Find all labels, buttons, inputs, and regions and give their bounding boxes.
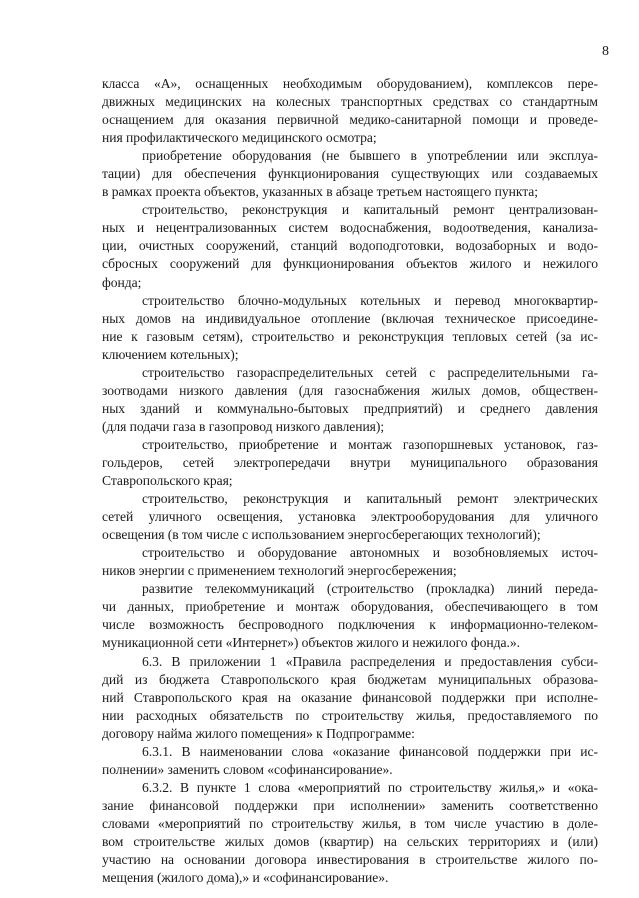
text-line: строительство блочно-модульных котельных и перевод многоквартир- [142, 292, 598, 308]
text-line: ников энергии с применением технологий энергосбережения; [102, 563, 457, 579]
paragraph [102, 364, 598, 436]
text-line: Ставропольского края; [102, 473, 233, 489]
text-line: мещения (жилого дома),» и «софинансирование». [102, 870, 389, 886]
text-line: в рамках проекта объектов, указанных в абзаце третьем настоящего пункта; [102, 184, 538, 200]
text-line: класса «А», оснащенных необходимым оборудованием), комплексов пере- [102, 76, 598, 91]
text-line: ключением котельных); [102, 346, 239, 362]
text-line: освещения (в том числе с использованием энергосберегающих технологий); [102, 527, 541, 543]
text-line: договору найма жилого помещения» к Подпрограмме: [102, 725, 415, 741]
text-line: ний Ставропольского края на оказание финансовой поддержки при исполне- [102, 689, 598, 705]
text-line: 6.3.1. В наименовании слова «оказание финансовой поддержки при ис- [142, 743, 598, 759]
paragraph [102, 490, 598, 544]
text-line: сетей уличного освещения, установка электрооборудования для уличного [102, 509, 598, 525]
text-line: ных зданий и коммунально-бытовых предприятий) и среднего давления [102, 400, 598, 416]
text-line: фонда; [102, 274, 142, 290]
text-line: строительство, приобретение и монтаж газопоршневых установок, газ- [142, 436, 598, 452]
text-line: словами «мероприятий по строительству жилья, в том числе участию в доле- [102, 815, 598, 831]
paragraph [102, 743, 598, 779]
paragraph [102, 75, 598, 147]
text-line: ния профилактического медицинского осмотра; [102, 130, 377, 146]
text-line: оснащением для оказания первичной медико-санитарной помощи и проведе- [102, 112, 598, 128]
text-line: чи данных, приобретение и монтаж оборудования, обеспечивающего в том [102, 599, 598, 615]
text-line: ние к газовым сетям), строительство и реконструкция тепловых сетей (за ис- [102, 328, 598, 344]
text-line: гольдеров, сетей электропередачи внутри муниципального образования [102, 454, 598, 470]
text-line: 6.3. В приложении 1 «Правила распределения и предоставления субси- [142, 653, 598, 669]
text-line: строительство газораспределительных сетей с распределительными га- [142, 364, 598, 380]
text-line: строительство, реконструкция и капитальный ремонт централизован- [142, 202, 598, 218]
text-line: дий из бюджета Ставропольского края бюджетам муниципальных образова- [102, 671, 598, 687]
paragraph [102, 779, 598, 887]
text-line: полнении» заменить словом «софинансирование». [102, 761, 393, 777]
text-line: сбросных сооружений для функционирования объектов жилого и нежилого [102, 256, 598, 272]
page-number: 8 [602, 44, 609, 59]
paragraph [102, 580, 598, 652]
text-line: нии расходных обязательств по строительству жилья, предоставляемого по [102, 707, 598, 723]
text-line: 6.3.2. В пункте 1 слова «мероприятий по строительству жилья,» и «ока- [142, 779, 598, 795]
text-line: зоотводами низкого давления (для газоснабжения жилых домов, обществен- [102, 382, 598, 398]
text-line: развитие телекоммуникаций (строительство (прокладка) линий переда- [142, 581, 598, 597]
text-line: ции, очистных сооружений, станций водоподготовки, водозаборных и водо- [102, 238, 598, 254]
text-line: числе возможность беспроводного подключения к информационно-телеком- [102, 617, 598, 633]
text-line: приобретение оборудования (не бывшего в употреблении или эксплуа- [142, 148, 598, 164]
text-line: тации) для обеспечения функционирования существующих или создаваемых [102, 166, 598, 182]
text-line: (для подачи газа в газопровод низкого давления); [102, 418, 385, 434]
text-line: ных домов на индивидуальное отопление (включая техническое присоедине- [102, 310, 598, 326]
text-line: участию на основании договора инвестирования в строительстве жилого по- [102, 852, 598, 868]
text-line: движных медицинских на колесных транспортных средствах со стандартным [102, 94, 598, 110]
paragraph [102, 653, 598, 743]
text-line: ных и нецентрализованных систем водоснабжения, водоотведения, канализа- [102, 220, 598, 236]
paragraph [102, 147, 598, 201]
paragraph [102, 544, 598, 580]
paragraph [102, 436, 598, 490]
text-line: строительство, реконструкция и капитальный ремонт электрических [142, 491, 598, 507]
document-body [102, 75, 598, 887]
paragraph [102, 292, 598, 364]
text-line: вом строительстве жилых домов (квартир) на сельских территориях и (или) [102, 833, 598, 849]
paragraph [102, 201, 598, 291]
text-line: зание финансовой поддержки при исполнении» заменить соответственно [102, 797, 598, 813]
text-line: строительство и оборудование автономных и возобновляемых источ- [142, 545, 598, 561]
text-line: муникационной сети «Интернет») объектов жилого и нежилого фонда.». [102, 635, 520, 651]
